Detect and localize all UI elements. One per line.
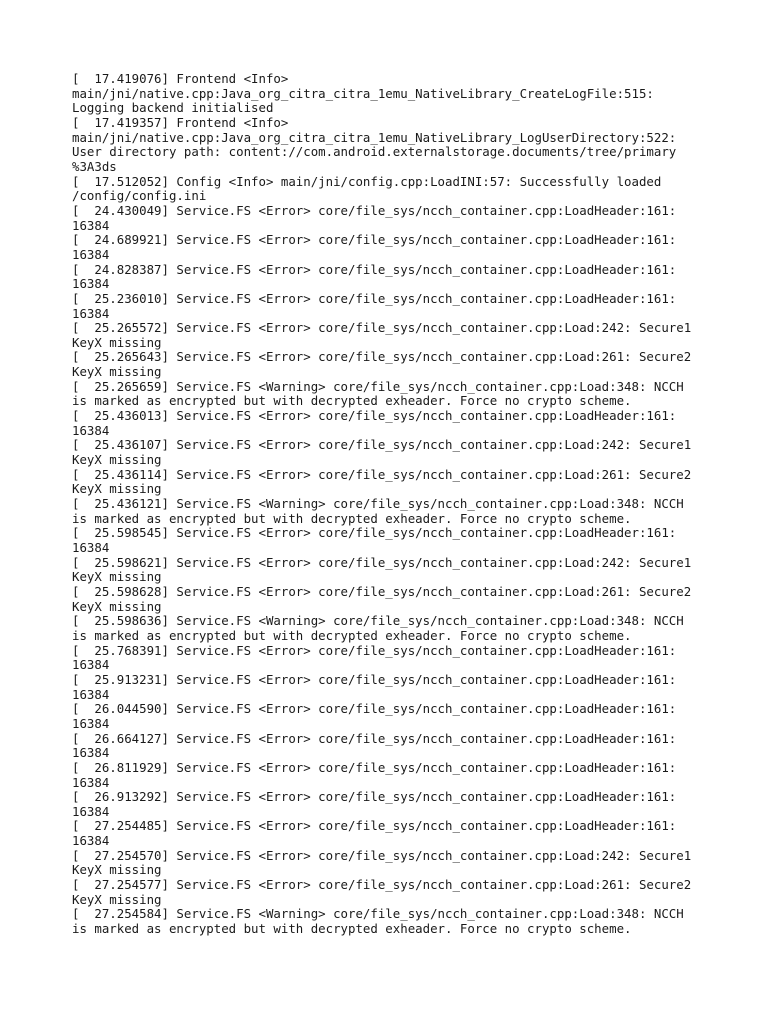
log-line: [ 27.254570] Service.FS <Error> core/file_sys/ncch_container.cpp:Load:242: Secure1 xyxy=(72,847,692,863)
log-line: [ 25.768391] Service.FS <Error> core/file_sys/ncch_container.cpp:LoadHeader:161: xyxy=(72,642,677,658)
log-line: is marked as encrypted but with decrypted exheader. Force no crypto scheme. xyxy=(72,921,632,937)
log-line: is marked as encrypted but with decrypted exheader. Force no crypto scheme. xyxy=(72,627,632,643)
log-line: [ 25.436121] Service.FS <Warning> core/file_sys/ncch_container.cpp:Load:348: NCCH xyxy=(72,496,684,512)
log-line: [ 17.419076] Frontend <Info> xyxy=(72,71,289,86)
log-line: [ 26.044590] Service.FS <Error> core/file_sys/ncch_container.cpp:LoadHeader:161: xyxy=(72,701,677,717)
log-line: 16384 xyxy=(72,715,110,731)
log-line: KeyX missing xyxy=(72,452,162,468)
log-line: KeyX missing xyxy=(72,891,162,907)
log-line: [ 25.598621] Service.FS <Error> core/file_sys/ncch_container.cpp:Load:242: Secure1 xyxy=(72,554,692,570)
log-line: [ 24.689921] Service.FS <Error> core/file_sys/ncch_container.cpp:LoadHeader:161: xyxy=(72,232,677,248)
log-line: 16384 xyxy=(72,657,110,673)
log-line: KeyX missing xyxy=(72,334,162,350)
log-line: 16384 xyxy=(72,774,110,790)
log-line: 16384 xyxy=(72,745,110,761)
log-line: [ 25.598636] Service.FS <Warning> core/file_sys/ncch_container.cpp:Load:348: NCCH xyxy=(72,613,684,629)
log-line: %3A3ds xyxy=(72,158,117,174)
log-line: 16384 xyxy=(72,305,110,321)
log-line: [ 27.254584] Service.FS <Warning> core/file_sys/ncch_container.cpp:Load:348: NCCH xyxy=(72,906,684,922)
log-line: KeyX missing xyxy=(72,862,162,878)
log-line: [ 24.828387] Service.FS <Error> core/file_sys/ncch_container.cpp:LoadHeader:161: xyxy=(72,261,677,277)
log-line: KeyX missing xyxy=(72,598,162,614)
log-line: [ 25.265572] Service.FS <Error> core/file_sys/ncch_container.cpp:Load:242: Secure1 xyxy=(72,320,692,336)
log-line: Logging backend initialised xyxy=(72,100,274,116)
log-line: KeyX missing xyxy=(72,364,162,380)
log-line: [ 26.913292] Service.FS <Error> core/file_sys/ncch_container.cpp:LoadHeader:161: xyxy=(72,789,677,805)
log-line: [ 25.265659] Service.FS <Warning> core/file_sys/ncch_container.cpp:Load:348: NCCH xyxy=(72,378,684,394)
log-line: [ 25.436107] Service.FS <Error> core/file_sys/ncch_container.cpp:Load:242: Secure1 xyxy=(72,437,692,453)
log-line: [ 25.265643] Service.FS <Error> core/file_sys/ncch_container.cpp:Load:261: Secure2 xyxy=(72,349,692,365)
log-line: 16384 xyxy=(72,540,110,555)
log-line: is marked as encrypted but with decrypted exheader. Force no crypto scheme. xyxy=(72,393,632,409)
log-line: main/jni/native.cpp:Java_org_citra_citra_1emu_NativeLibrary_CreateLogFile:515: xyxy=(72,85,654,101)
log-line: [ 27.254485] Service.FS <Error> core/file_sys/ncch_container.cpp:LoadHeader:161: xyxy=(72,818,677,834)
log-line: 16384 xyxy=(72,833,110,849)
log-line: is marked as encrypted but with decrypted exheader. Force no crypto scheme. xyxy=(72,510,632,526)
log-line: [ 26.811929] Service.FS <Error> core/file_sys/ncch_container.cpp:LoadHeader:161: xyxy=(72,759,677,775)
log-line: main/jni/native.cpp:Java_org_citra_citra_1emu_NativeLibrary_LogUserDirectory:522: xyxy=(72,129,677,145)
log-line: 16384 xyxy=(72,422,110,438)
log-line: [ 26.664127] Service.FS <Error> core/file_sys/ncch_container.cpp:LoadHeader:161: xyxy=(72,730,677,746)
log-line: [ 25.436013] Service.FS <Error> core/file_sys/ncch_container.cpp:LoadHeader:161: xyxy=(72,408,677,424)
log-line: KeyX missing xyxy=(72,481,162,497)
log-line: [ 25.913231] Service.FS <Error> core/file_sys/ncch_container.cpp:LoadHeader:161: xyxy=(72,671,677,687)
log-line: 16384 xyxy=(72,246,110,262)
log-text xyxy=(72,72,712,937)
log-line: /config/config.ini xyxy=(72,188,207,204)
log-line: 16384 xyxy=(72,276,110,292)
log-line: User directory path: content://com.android.externalstorage.documents/tree/primary xyxy=(72,144,677,160)
log-line: [ 25.598545] Service.FS <Error> core/file_sys/ncch_container.cpp:LoadHeader:161: xyxy=(72,525,677,541)
log-line: [ 25.236010] Service.FS <Error> core/file_sys/ncch_container.cpp:LoadHeader:161: xyxy=(72,290,677,306)
log-line: [ 27.254577] Service.FS <Error> core/file_sys/ncch_container.cpp:Load:261: Secure2 xyxy=(72,877,692,893)
log-line: [ 17.512052] Config <Info> main/jni/config.cpp:LoadINI:57: Successfully loaded xyxy=(72,173,662,189)
log-line: 16384 xyxy=(72,803,110,819)
log-line: [ 17.419357] Frontend <Info> xyxy=(72,114,289,130)
log-line: [ 25.436114] Service.FS <Error> core/file_sys/ncch_container.cpp:Load:261: Secure2 xyxy=(72,466,692,482)
log-line: [ 25.598628] Service.FS <Error> core/file_sys/ncch_container.cpp:Load:261: Secure2 xyxy=(72,583,692,599)
log-line: 16384 xyxy=(72,686,110,702)
log-line: KeyX missing xyxy=(72,569,162,585)
log-line: [ 24.430049] Service.FS <Error> core/file_sys/ncch_container.cpp:LoadHeader:161: xyxy=(72,202,677,218)
log-line: 16384 xyxy=(72,217,110,233)
